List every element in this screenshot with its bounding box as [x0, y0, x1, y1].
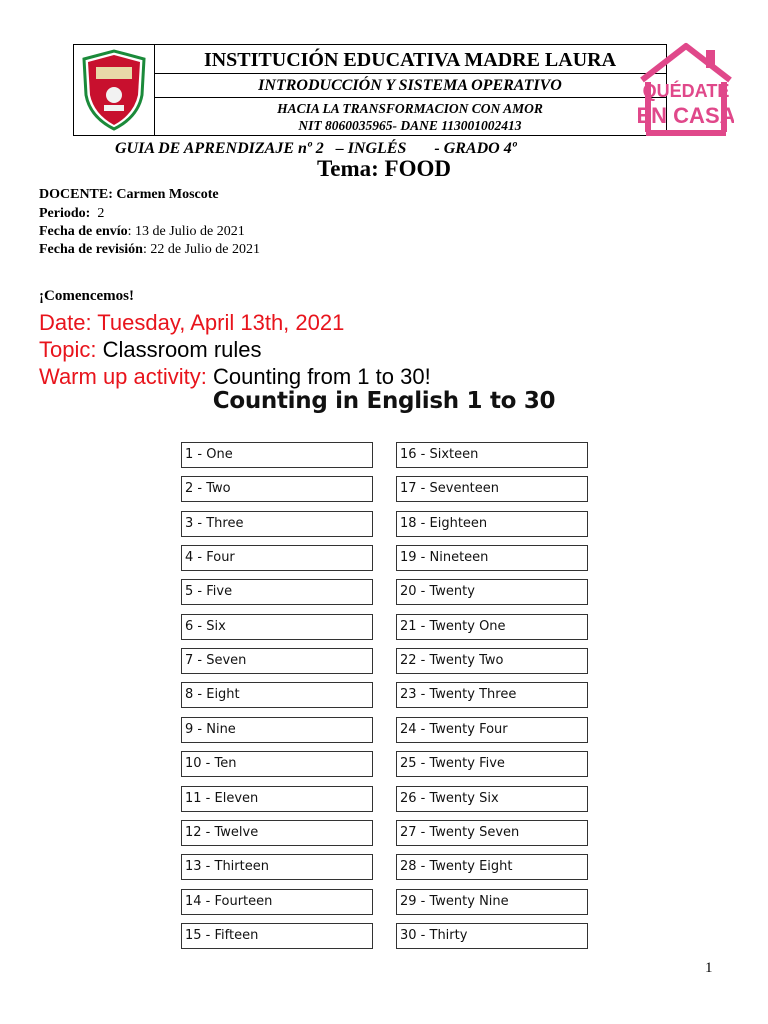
- number-box: 8 - Eight: [181, 682, 373, 708]
- house-icon: [638, 40, 734, 140]
- subject-name: INTRODUCCIÓN Y SISTEMA OPERATIVO: [154, 74, 666, 98]
- number-box: 24 - Twenty Four: [396, 717, 588, 743]
- start-heading: ¡Comencemos!: [39, 288, 134, 304]
- number-box: 16 - Sixteen: [396, 442, 588, 468]
- periodo-line: [39, 205, 104, 223]
- tema-title: Tema: FOOD: [317, 156, 451, 181]
- school-shield-icon: [74, 45, 154, 135]
- number-box: 30 - Thirty: [396, 923, 588, 949]
- number-box: 13 - Thirteen: [181, 854, 373, 880]
- revision-label: Fecha de revisión: [39, 242, 143, 257]
- lesson-date: Date: Tuesday, April 13th, 2021: [39, 310, 345, 335]
- number-box: 6 - Six: [181, 614, 373, 640]
- docente-value: Carmen Moscote: [116, 187, 219, 202]
- number-box: 10 - Ten: [181, 751, 373, 777]
- number-box: 5 - Five: [181, 579, 373, 605]
- number-box: 22 - Twenty Two: [396, 648, 588, 674]
- number-box: 1 - One: [181, 442, 373, 468]
- number-box: 20 - Twenty: [396, 579, 588, 605]
- envio-label: Fecha de envío: [39, 224, 128, 239]
- docente-line: [39, 186, 219, 204]
- warmup-line: [39, 364, 431, 390]
- number-box: 26 - Twenty Six: [396, 786, 588, 812]
- number-box: 28 - Twenty Eight: [396, 854, 588, 880]
- stay-home-badge: [638, 40, 734, 140]
- warmup-value: Counting from 1 to 30!: [213, 364, 431, 389]
- number-box: 7 - Seven: [181, 648, 373, 674]
- number-box: 25 - Twenty Five: [396, 751, 588, 777]
- number-box: 17 - Seventeen: [396, 476, 588, 502]
- envio-line: [39, 223, 245, 241]
- warmup-label: Warm up activity:: [39, 364, 207, 389]
- number-box: 23 - Twenty Three: [396, 682, 588, 708]
- institution-name: INSTITUCIÓN EDUCATIVA MADRE LAURA: [154, 45, 666, 74]
- number-box: 19 - Nineteen: [396, 545, 588, 571]
- topic-label: Topic:: [39, 337, 97, 362]
- badge-line1: QUÉDATE: [642, 81, 730, 101]
- lesson-topic: [39, 337, 262, 363]
- number-box: 14 - Fourteen: [181, 889, 373, 915]
- periodo-label: Periodo:: [39, 206, 91, 221]
- number-box: 4 - Four: [181, 545, 373, 571]
- number-box: 9 - Nine: [181, 717, 373, 743]
- number-box: 3 - Three: [181, 511, 373, 537]
- number-box: 18 - Eighteen: [396, 511, 588, 537]
- number-box: 21 - Twenty One: [396, 614, 588, 640]
- number-box: 27 - Twenty Seven: [396, 820, 588, 846]
- nit-dane: NIT 8060035965- DANE 113001002413: [298, 118, 522, 133]
- header-table: [73, 44, 667, 136]
- motto-block: [154, 98, 666, 135]
- number-box: 15 - Fifteen: [181, 923, 373, 949]
- periodo-value: 2: [97, 206, 105, 221]
- number-box: 29 - Twenty Nine: [396, 889, 588, 915]
- page-number: 1: [705, 960, 713, 976]
- topic-value: Classroom rules: [102, 337, 262, 362]
- number-box: 2 - Two: [181, 476, 373, 502]
- guide-title: GUIA DE APRENDIZAJE nº 2 – INGLÉS - GRADO 4º: [115, 140, 517, 157]
- docente-label: DOCENTE:: [39, 187, 113, 202]
- number-box: 11 - Eleven: [181, 786, 373, 812]
- motto: HACIA LA TRANSFORMACION CON AMOR: [277, 101, 543, 116]
- counting-title: Counting in English 1 to 30: [212, 388, 556, 414]
- school-logo-cell: [74, 45, 155, 135]
- badge-line2: EN CASA: [638, 103, 734, 128]
- number-box: 12 - Twelve: [181, 820, 373, 846]
- revision-line: [39, 241, 260, 259]
- revision-value: : 22 de Julio de 2021: [142, 242, 261, 257]
- envio-value: : 13 de Julio de 2021: [127, 224, 245, 239]
